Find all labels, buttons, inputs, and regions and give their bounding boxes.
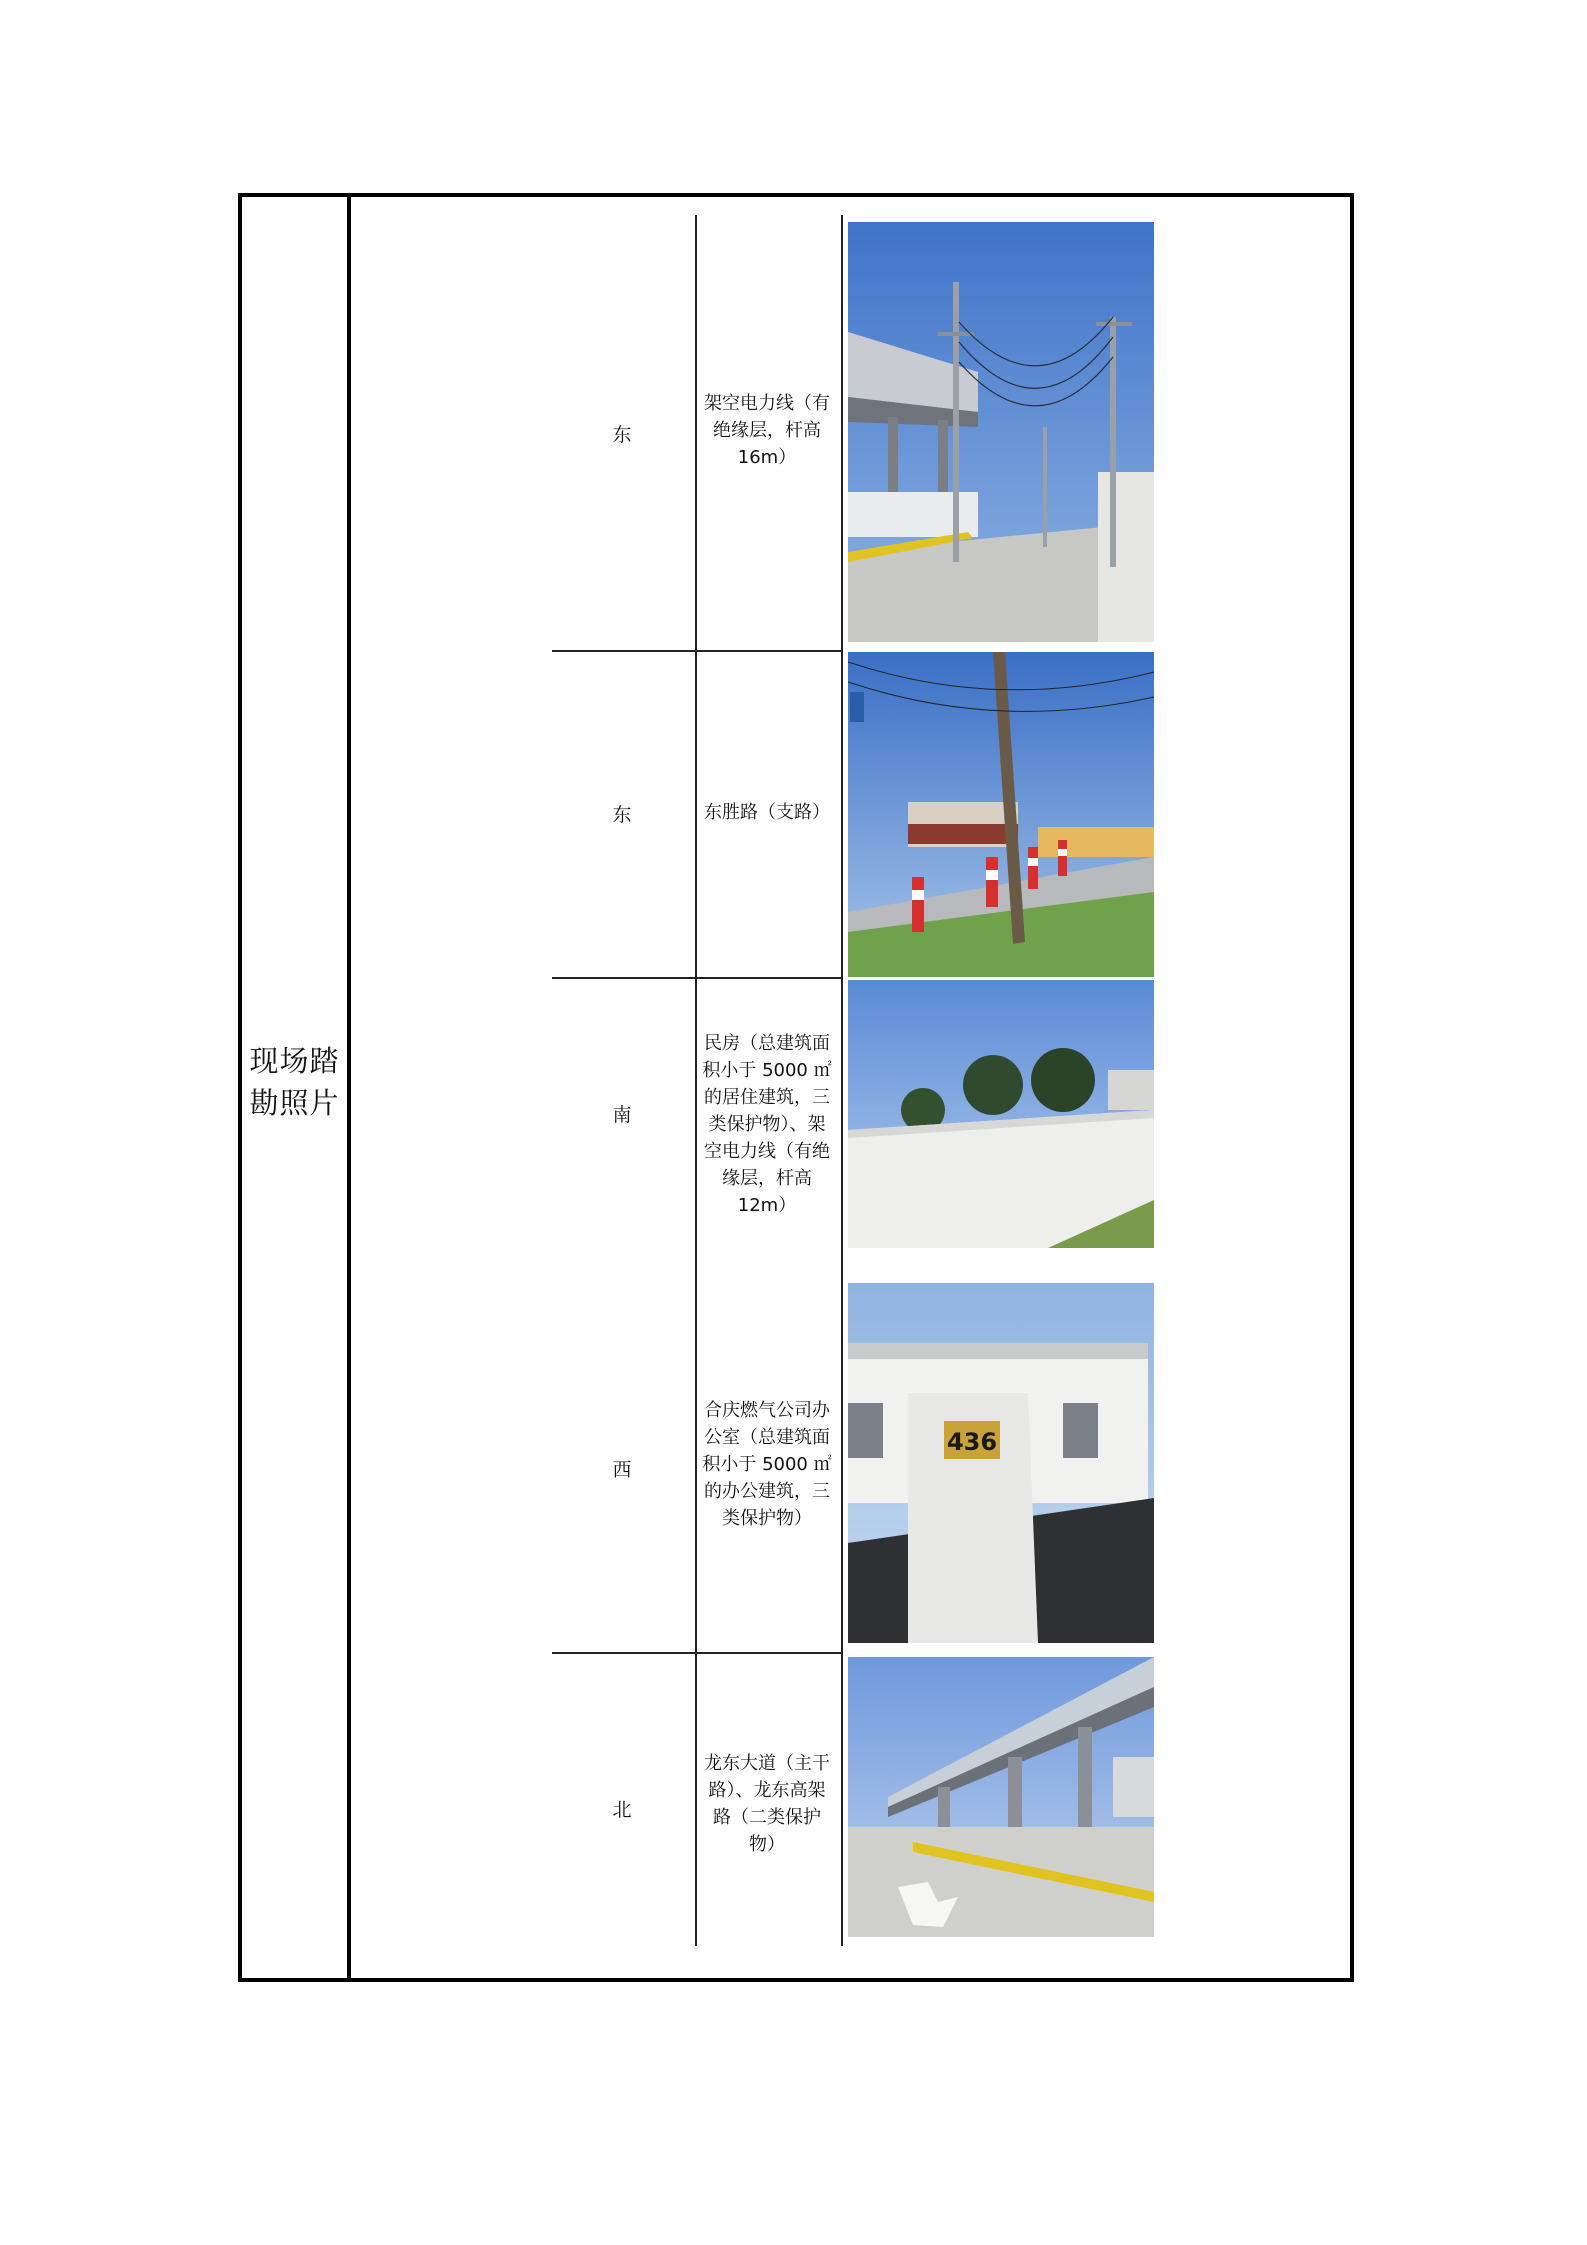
row-direction: 东	[612, 804, 632, 826]
row-description: 民房（总建筑面积小于 5000 ㎡的居住建筑，三类保护物）、架空电力线（有绝缘层，杆高 12m）	[702, 1033, 832, 1216]
white-wall-trees-photo	[848, 980, 1154, 1248]
row-separator	[552, 977, 842, 979]
elevated-road-photo	[848, 1657, 1154, 1937]
building-number-sign: 436	[946, 1428, 998, 1456]
direction-column-divider	[695, 215, 697, 1946]
row-direction: 西	[612, 1459, 632, 1481]
row-description: 架空电力线（有绝缘层，杆高16m）	[704, 393, 830, 468]
row-separator	[552, 650, 842, 652]
row-description: 龙东大道（主干路）、龙东高架路（二类保护物）	[704, 1753, 830, 1855]
section-label: 现场踏勘照片	[249, 1044, 340, 1120]
overhead-power-line-photo	[848, 222, 1154, 642]
road-with-bollards-photo	[848, 652, 1154, 977]
office-building-photo	[848, 1283, 1154, 1643]
row-direction: 东	[612, 424, 632, 446]
row-description: 合庆燃气公司办公室（总建筑面积小于 5000 ㎡的办公建筑，三类保护物）	[702, 1400, 832, 1529]
photo-column-divider	[841, 215, 843, 1946]
row-separator	[552, 1652, 842, 1654]
row-description: 东胜路（支路）	[704, 802, 830, 823]
label-column-divider	[347, 193, 351, 1982]
row-direction: 南	[612, 1104, 632, 1126]
row-direction: 北	[612, 1799, 632, 1821]
